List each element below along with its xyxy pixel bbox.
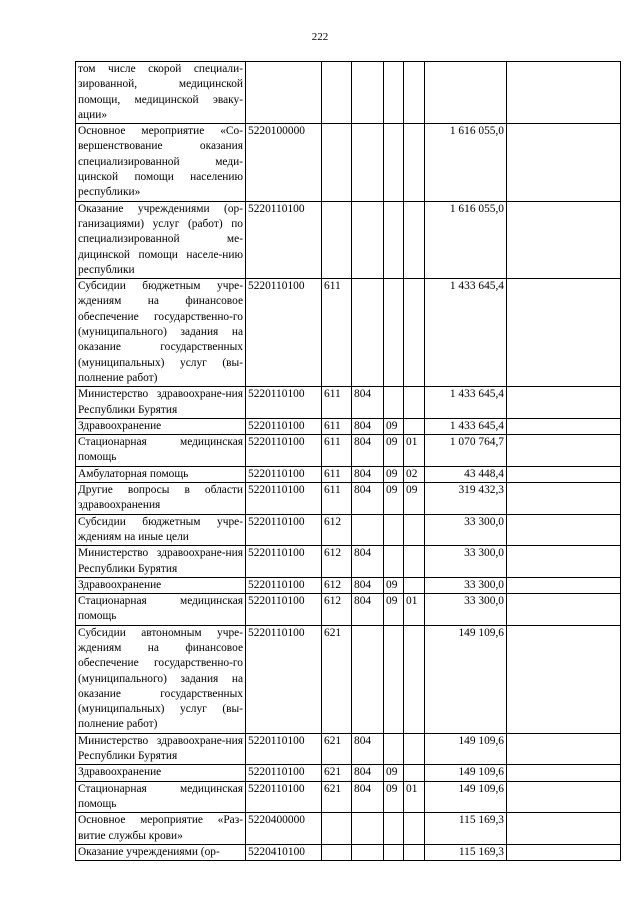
- row-target-code: 5220110100: [246, 546, 322, 578]
- row-section: [384, 813, 404, 845]
- table-row: [76, 62, 621, 124]
- row-subsection: [404, 387, 425, 419]
- row-section: [384, 201, 404, 278]
- row-ministry-code: 804: [352, 483, 384, 515]
- row-ministry-code: 804: [352, 418, 384, 434]
- row-expense-type: [322, 201, 352, 278]
- row-target-code: 5220110100: [246, 279, 322, 387]
- row-ministry-code: 804: [352, 466, 384, 482]
- row-ministry-code: [352, 124, 384, 201]
- row-amount: 33 300,0: [425, 546, 507, 578]
- row-name: Здравоохранение: [76, 577, 246, 593]
- row-ministry-code: [352, 813, 384, 845]
- row-empty-cell: [507, 844, 621, 860]
- row-subsection: [404, 844, 425, 860]
- row-ministry-code: 804: [352, 387, 384, 419]
- row-ministry-code: [352, 844, 384, 860]
- row-amount: 149 109,6: [425, 781, 507, 813]
- row-ministry-code: 804: [352, 733, 384, 765]
- row-empty-cell: [507, 62, 621, 124]
- table-row: [76, 781, 621, 813]
- row-expense-type: 621: [322, 625, 352, 733]
- row-target-code: 5220110100: [246, 201, 322, 278]
- row-section: 09: [384, 483, 404, 515]
- row-expense-type: 611: [322, 466, 352, 482]
- row-amount: 1 433 645,4: [425, 279, 507, 387]
- row-ministry-code: [352, 625, 384, 733]
- row-target-code: 5220100000: [246, 124, 322, 201]
- row-name: Стационарная медицинская помощь: [76, 594, 246, 626]
- row-subsection: [404, 201, 425, 278]
- row-section: [384, 546, 404, 578]
- table-row: [76, 577, 621, 593]
- row-empty-cell: [507, 201, 621, 278]
- row-subsection: 01: [404, 435, 425, 467]
- row-subsection: [404, 625, 425, 733]
- row-subsection: [404, 279, 425, 387]
- row-section: [384, 844, 404, 860]
- row-target-code: 5220110100: [246, 625, 322, 733]
- row-amount: 149 109,6: [425, 733, 507, 765]
- row-amount: 1 616 055,0: [425, 201, 507, 278]
- row-amount: 149 109,6: [425, 625, 507, 733]
- row-section: [384, 625, 404, 733]
- row-name: Оказание учреждениями (ор-: [76, 844, 246, 860]
- row-target-code: 5220110100: [246, 466, 322, 482]
- row-section: 09: [384, 781, 404, 813]
- row-empty-cell: [507, 387, 621, 419]
- row-ministry-code: [352, 62, 384, 124]
- row-expense-type: 611: [322, 279, 352, 387]
- row-empty-cell: [507, 733, 621, 765]
- row-target-code: [246, 62, 322, 124]
- row-target-code: 5220410100: [246, 844, 322, 860]
- row-empty-cell: [507, 279, 621, 387]
- row-section: [384, 387, 404, 419]
- row-subsection: [404, 514, 425, 546]
- row-subsection: [404, 62, 425, 124]
- row-empty-cell: [507, 781, 621, 813]
- row-ministry-code: 804: [352, 546, 384, 578]
- row-subsection: 09: [404, 483, 425, 515]
- row-name: Основное мероприятие «Раз-витие службы крови»: [76, 813, 246, 845]
- row-subsection: [404, 577, 425, 593]
- row-expense-type: [322, 62, 352, 124]
- row-amount: 115 169,3: [425, 844, 507, 860]
- row-name: Министерство здравоохране-ния Республики Бурятия: [76, 546, 246, 578]
- row-section: [384, 62, 404, 124]
- row-target-code: 5220110100: [246, 483, 322, 515]
- row-expense-type: 611: [322, 387, 352, 419]
- row-ministry-code: [352, 514, 384, 546]
- row-amount: 319 432,3: [425, 483, 507, 515]
- row-empty-cell: [507, 813, 621, 845]
- row-name: том числе скорой специали-зированной, медицинской помощи, медицинской эваку-ации»: [76, 62, 246, 124]
- row-expense-type: 612: [322, 514, 352, 546]
- table-row: [76, 279, 621, 387]
- row-expense-type: 611: [322, 483, 352, 515]
- row-ministry-code: 804: [352, 577, 384, 593]
- row-target-code: 5220110100: [246, 514, 322, 546]
- row-amount: 43 448,4: [425, 466, 507, 482]
- page-number: 222: [311, 31, 329, 43]
- row-section: 09: [384, 765, 404, 781]
- row-amount: 1 616 055,0: [425, 124, 507, 201]
- row-subsection: [404, 546, 425, 578]
- row-name: Министерство здравоохране-ния Республики Бурятия: [76, 387, 246, 419]
- table-row: [76, 418, 621, 434]
- row-name: Субсидии бюджетным учре-ждениям на иные цели: [76, 514, 246, 546]
- row-subsection: 02: [404, 466, 425, 482]
- row-subsection: [404, 733, 425, 765]
- row-subsection: [404, 813, 425, 845]
- row-ministry-code: [352, 201, 384, 278]
- row-target-code: 5220110100: [246, 435, 322, 467]
- row-name: Оказание учреждениями (ор-ганизациями) услуг (работ) по специализированной ме-дицинской помощи населе-нию республики: [76, 201, 246, 278]
- row-section: 09: [384, 594, 404, 626]
- row-amount: 33 300,0: [425, 514, 507, 546]
- row-section: 09: [384, 418, 404, 434]
- table-row: [76, 466, 621, 482]
- row-expense-type: [322, 813, 352, 845]
- table-row: [76, 844, 621, 860]
- row-name: Основное мероприятие «Со-вершенствование оказания специализированной меди-цинской помощи населению республики»: [76, 124, 246, 201]
- row-subsection: [404, 124, 425, 201]
- table-row: [76, 813, 621, 845]
- table-row: [76, 594, 621, 626]
- table-row: [76, 765, 621, 781]
- row-expense-type: 611: [322, 435, 352, 467]
- budget-table-body: [76, 62, 621, 861]
- row-amount: [425, 62, 507, 124]
- row-target-code: 5220110100: [246, 418, 322, 434]
- row-name: Субсидии автономным учре-ждениям на финансовое обеспечение государственно-го (муниципального) задания на оказание государственных (муниципальных) услуг (вы-полнение работ): [76, 625, 246, 733]
- table-row: [76, 124, 621, 201]
- row-subsection: [404, 418, 425, 434]
- row-empty-cell: [507, 483, 621, 515]
- row-empty-cell: [507, 625, 621, 733]
- row-name: Министерство здравоохране-ния Республики Бурятия: [76, 733, 246, 765]
- row-ministry-code: [352, 279, 384, 387]
- row-ministry-code: 804: [352, 765, 384, 781]
- row-amount: 33 300,0: [425, 594, 507, 626]
- row-name: Здравоохранение: [76, 418, 246, 434]
- row-target-code: 5220110100: [246, 781, 322, 813]
- row-ministry-code: 804: [352, 781, 384, 813]
- row-subsection: [404, 765, 425, 781]
- row-name: Субсидии бюджетным учре-ждениям на финансовое обеспечение государственно-го (муниципального) задания на оказание государственных (муниципальных) услуг (вы-полнение работ): [76, 279, 246, 387]
- row-amount: 1 070 764,7: [425, 435, 507, 467]
- row-target-code: 5220110100: [246, 387, 322, 419]
- row-empty-cell: [507, 124, 621, 201]
- row-ministry-code: 804: [352, 435, 384, 467]
- row-expense-type: 611: [322, 418, 352, 434]
- table-row: [76, 201, 621, 278]
- row-empty-cell: [507, 546, 621, 578]
- row-name: Стационарная медицинская помощь: [76, 435, 246, 467]
- row-empty-cell: [507, 435, 621, 467]
- row-empty-cell: [507, 466, 621, 482]
- row-name: Другие вопросы в области здравоохранения: [76, 483, 246, 515]
- row-amount: 33 300,0: [425, 577, 507, 593]
- row-subsection: 01: [404, 781, 425, 813]
- table-row: [76, 387, 621, 419]
- row-empty-cell: [507, 765, 621, 781]
- table-row: [76, 483, 621, 515]
- row-target-code: 5220110100: [246, 577, 322, 593]
- row-section: 09: [384, 466, 404, 482]
- row-amount: 1 433 645,4: [425, 387, 507, 419]
- row-section: [384, 279, 404, 387]
- row-target-code: 5220110100: [246, 765, 322, 781]
- row-section: [384, 514, 404, 546]
- row-expense-type: 612: [322, 577, 352, 593]
- row-ministry-code: 804: [352, 594, 384, 626]
- row-expense-type: [322, 844, 352, 860]
- row-target-code: 5220110100: [246, 733, 322, 765]
- row-name: Стационарная медицинская помощь: [76, 781, 246, 813]
- row-target-code: 5220110100: [246, 594, 322, 626]
- table-row: [76, 435, 621, 467]
- row-expense-type: 612: [322, 546, 352, 578]
- row-name: Здравоохранение: [76, 765, 246, 781]
- row-amount: 115 169,3: [425, 813, 507, 845]
- row-section: [384, 124, 404, 201]
- row-empty-cell: [507, 418, 621, 434]
- row-section: 09: [384, 577, 404, 593]
- row-subsection: 01: [404, 594, 425, 626]
- table-row: [76, 733, 621, 765]
- table-row: [76, 625, 621, 733]
- row-target-code: 5220400000: [246, 813, 322, 845]
- row-expense-type: 621: [322, 781, 352, 813]
- row-name: Амбулаторная помощь: [76, 466, 246, 482]
- row-section: [384, 733, 404, 765]
- row-section: 09: [384, 435, 404, 467]
- table-row: [76, 546, 621, 578]
- row-empty-cell: [507, 577, 621, 593]
- row-expense-type: 612: [322, 594, 352, 626]
- row-empty-cell: [507, 594, 621, 626]
- table-row: [76, 514, 621, 546]
- row-expense-type: [322, 124, 352, 201]
- row-empty-cell: [507, 514, 621, 546]
- row-amount: 1 433 645,4: [425, 418, 507, 434]
- row-expense-type: 621: [322, 733, 352, 765]
- row-amount: 149 109,6: [425, 765, 507, 781]
- budget-table: [75, 61, 621, 861]
- row-expense-type: 621: [322, 765, 352, 781]
